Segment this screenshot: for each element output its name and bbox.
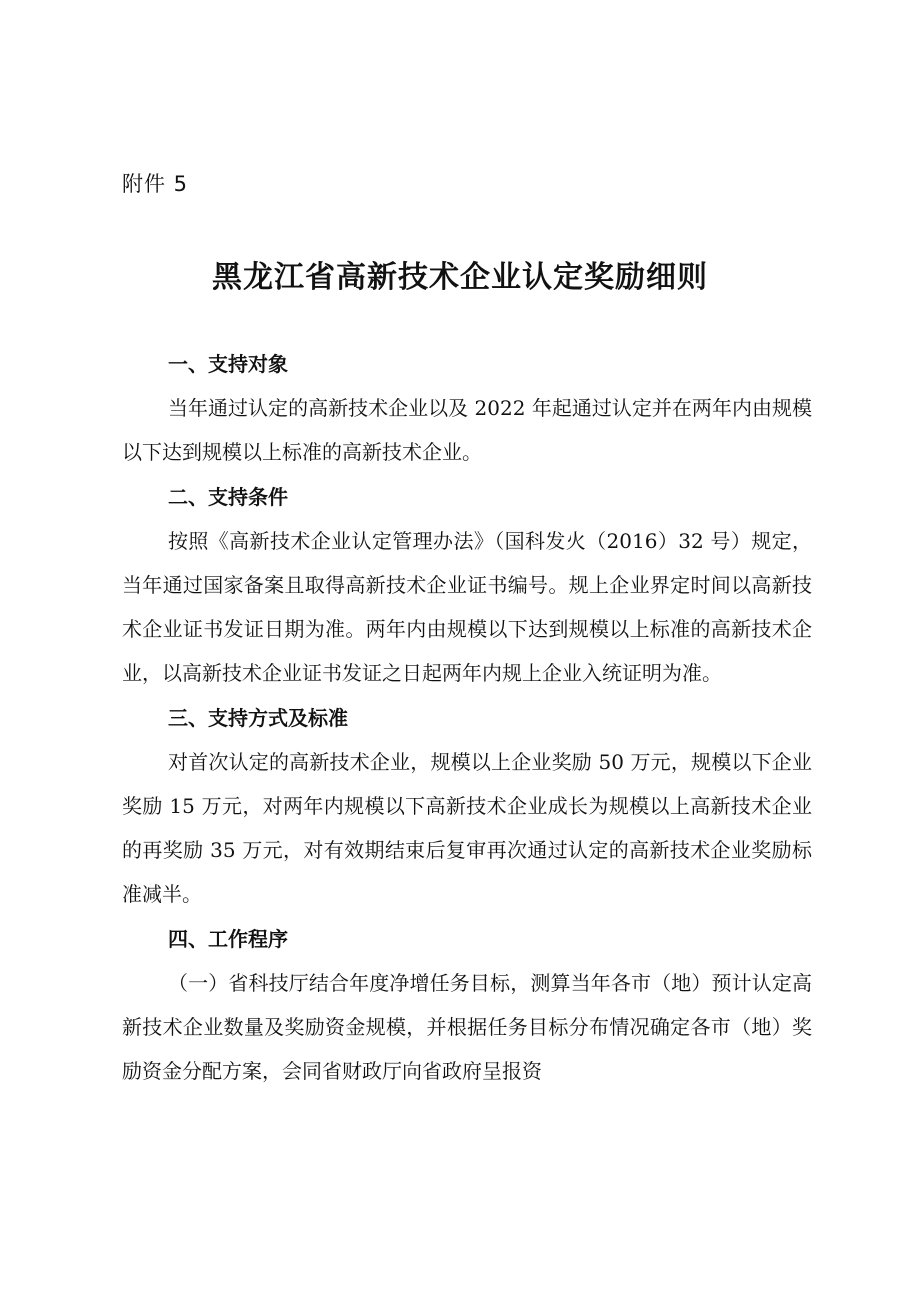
section-work-procedure bbox=[122, 918, 812, 1093]
section-heading: 四、工作程序 bbox=[168, 927, 288, 951]
section-support-conditions bbox=[122, 476, 812, 695]
section-paragraph: 当年通过认定的高新技术企业以及 2022 年起通过认定并在两年内由规模以下达到规模以上标准的高新技术企业。 bbox=[122, 396, 812, 464]
section-heading: 三、支持方式及标准 bbox=[168, 706, 348, 730]
section-support-targets bbox=[122, 343, 812, 474]
section-paragraph: （一）省科技厅结合年度净增任务目标，测算当年各市（地）预计认定高新技术企业数量及奖励资金规模，并根据任务目标分布情况确定各市（地）奖励资金分配方案，会同省财政厅向省政府呈报资 bbox=[122, 971, 812, 1083]
section-heading: 二、支持条件 bbox=[168, 485, 288, 509]
document-body bbox=[122, 343, 812, 1095]
document-title: 黑龙江省高新技术企业认定奖励细则 bbox=[212, 260, 708, 295]
section-heading: 一、支持对象 bbox=[168, 352, 288, 376]
section-paragraph: 按照《高新技术企业认定管理办法》（国科发火（2016）32 号）规定，当年通过国家备案且取得高新技术企业证书编号。规上企业界定时间以高新技术企业证书发证日期为准。两年内由规模以下达到规模以上标准的高新技术企业，以高新技术企业证书发证之日起两年内规上企业入统证明为准。 bbox=[122, 529, 812, 685]
section-support-methods bbox=[122, 697, 812, 916]
attachment-label: 附件 5 bbox=[122, 172, 189, 196]
section-paragraph: 对首次认定的高新技术企业，规模以上企业奖励 50 万元，规模以下企业奖励 15 万元，对两年内规模以下高新技术企业成长为规模以上高新技术企业的再奖励 35 万元，对有效期结束后复审再次通过认定的高新技术企业奖励标准减半。 bbox=[122, 750, 812, 906]
